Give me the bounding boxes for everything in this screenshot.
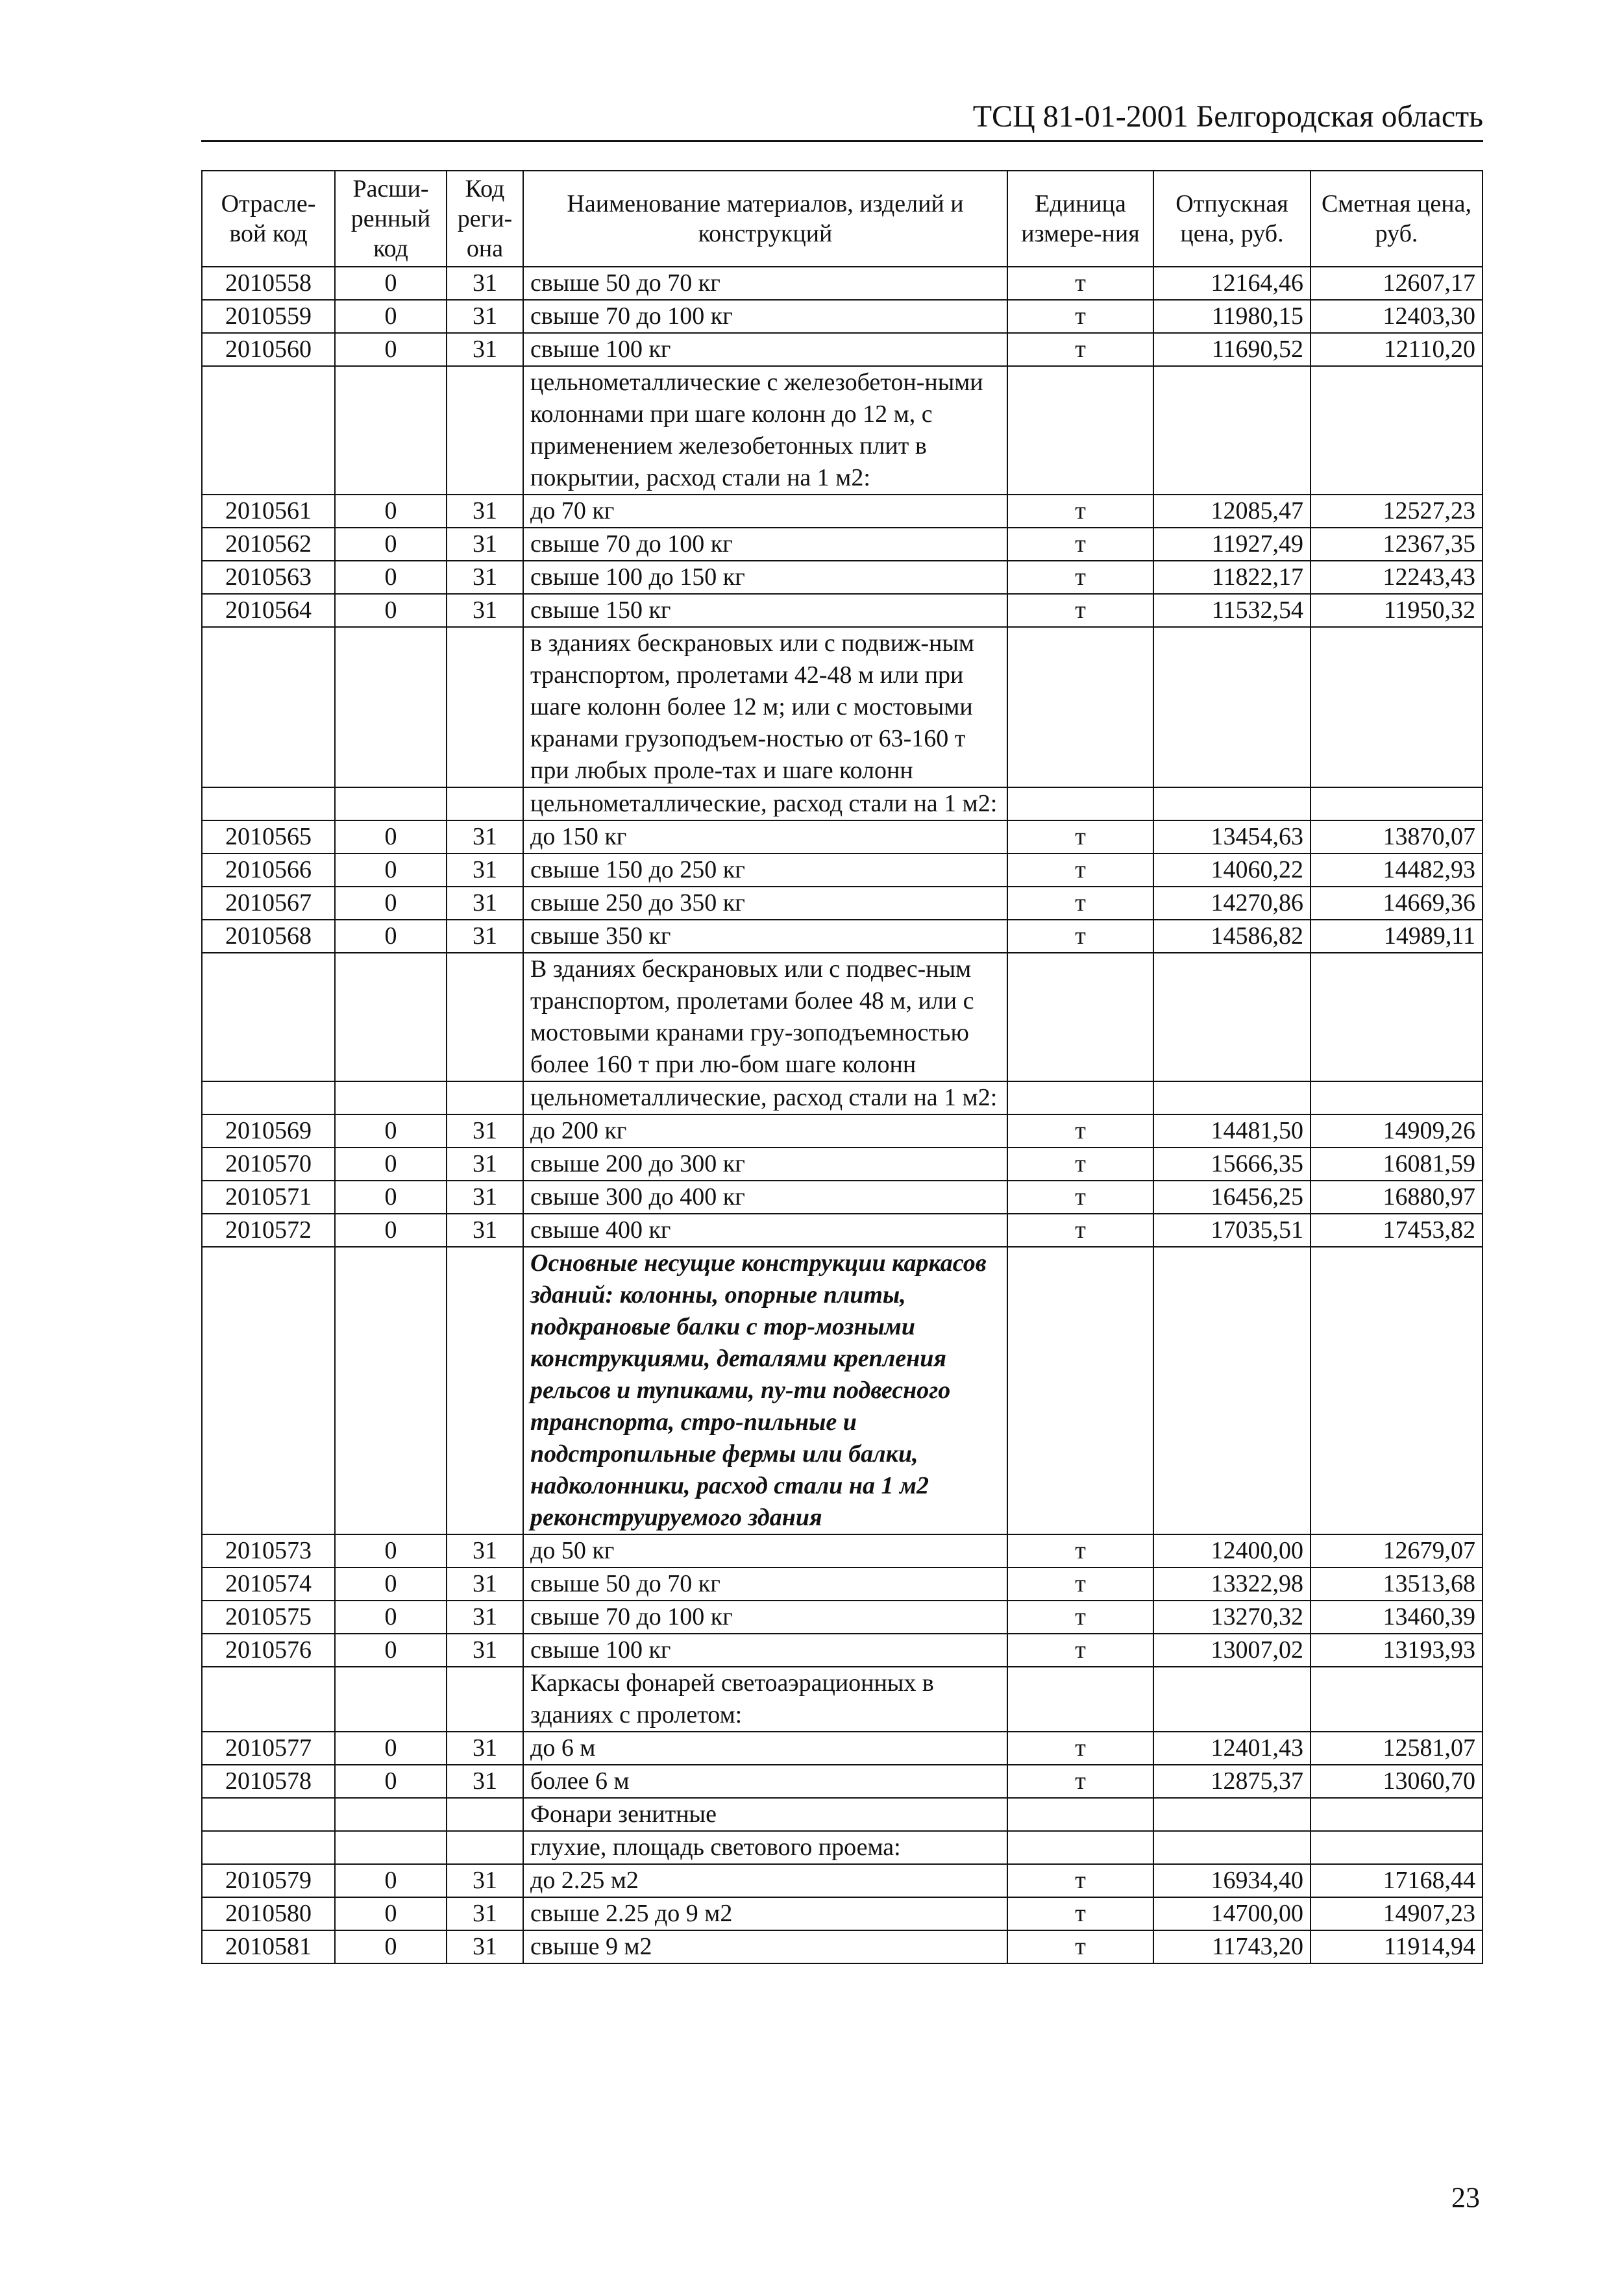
row-unit: т xyxy=(1007,1634,1153,1667)
row-release-price: 12875,37 xyxy=(1153,1765,1310,1798)
column-header-unit: Единица измере-ния xyxy=(1007,171,1153,267)
table-row xyxy=(202,1601,1483,1634)
row-estimate-price xyxy=(1310,787,1483,820)
row-region-code: 31 xyxy=(447,820,523,854)
row-estimate-price: 16081,59 xyxy=(1310,1148,1483,1181)
table-row xyxy=(202,1897,1483,1930)
row-code: 2010560 xyxy=(202,333,335,366)
row-code: 2010559 xyxy=(202,300,335,333)
row-estimate-price: 14909,26 xyxy=(1310,1114,1483,1148)
row-release-price xyxy=(1153,1081,1310,1114)
row-code: 2010580 xyxy=(202,1897,335,1930)
row-region-code: 31 xyxy=(447,1634,523,1667)
row-extended-code: 0 xyxy=(335,820,447,854)
table-section-row xyxy=(202,953,1483,1081)
row-code: 2010568 xyxy=(202,920,335,953)
page-number: 23 xyxy=(1451,2182,1480,2213)
row-region-code xyxy=(447,1247,523,1534)
row-code: 2010565 xyxy=(202,820,335,854)
row-name: до 70 кг xyxy=(523,495,1007,528)
row-release-price: 16456,25 xyxy=(1153,1181,1310,1214)
row-unit: т xyxy=(1007,887,1153,920)
table-row xyxy=(202,528,1483,561)
row-estimate-price: 12679,07 xyxy=(1310,1534,1483,1567)
row-region-code: 31 xyxy=(447,495,523,528)
row-estimate-price xyxy=(1310,1081,1483,1114)
row-code xyxy=(202,787,335,820)
row-region-code: 31 xyxy=(447,561,523,594)
row-estimate-price xyxy=(1310,627,1483,787)
row-name: цельнометаллические, расход стали на 1 м2: xyxy=(523,787,1007,820)
row-region-code: 31 xyxy=(447,1181,523,1214)
row-unit: т xyxy=(1007,300,1153,333)
row-extended-code xyxy=(335,1247,447,1534)
row-release-price: 11927,49 xyxy=(1153,528,1310,561)
row-unit: т xyxy=(1007,1214,1153,1247)
row-unit xyxy=(1007,1667,1153,1732)
row-estimate-price xyxy=(1310,1831,1483,1864)
row-region-code: 31 xyxy=(447,1930,523,1963)
row-name: Каркасы фонарей светоаэрационных в зданиях с пролетом: xyxy=(523,1667,1007,1732)
row-code: 2010558 xyxy=(202,267,335,300)
row-release-price xyxy=(1153,1798,1310,1831)
price-table xyxy=(201,170,1483,1964)
row-extended-code: 0 xyxy=(335,1897,447,1930)
row-region-code: 31 xyxy=(447,1601,523,1634)
row-release-price: 13007,02 xyxy=(1153,1634,1310,1667)
row-code xyxy=(202,1081,335,1114)
row-region-code xyxy=(447,1667,523,1732)
row-extended-code: 0 xyxy=(335,1214,447,1247)
row-release-price: 11743,20 xyxy=(1153,1930,1310,1963)
row-unit: т xyxy=(1007,1148,1153,1181)
row-code: 2010574 xyxy=(202,1567,335,1601)
row-release-price xyxy=(1153,1831,1310,1864)
row-release-price: 14700,00 xyxy=(1153,1897,1310,1930)
row-extended-code: 0 xyxy=(335,333,447,366)
table-header-row xyxy=(202,171,1483,267)
row-estimate-price xyxy=(1310,953,1483,1081)
table-section-row xyxy=(202,787,1483,820)
row-extended-code: 0 xyxy=(335,561,447,594)
row-release-price: 13270,32 xyxy=(1153,1601,1310,1634)
table-row xyxy=(202,1732,1483,1765)
row-unit: т xyxy=(1007,1765,1153,1798)
row-extended-code: 0 xyxy=(335,1148,447,1181)
row-name: свыше 70 до 100 кг xyxy=(523,1601,1007,1634)
row-unit: т xyxy=(1007,267,1153,300)
table-section-row xyxy=(202,627,1483,787)
row-extended-code: 0 xyxy=(335,854,447,887)
row-extended-code: 0 xyxy=(335,528,447,561)
table-row xyxy=(202,887,1483,920)
row-extended-code xyxy=(335,1667,447,1732)
row-region-code: 31 xyxy=(447,1897,523,1930)
table-row xyxy=(202,300,1483,333)
row-extended-code: 0 xyxy=(335,267,447,300)
row-name: свыше 200 до 300 кг xyxy=(523,1148,1007,1181)
row-release-price: 12400,00 xyxy=(1153,1534,1310,1567)
row-code: 2010570 xyxy=(202,1148,335,1181)
row-name: свыше 350 кг xyxy=(523,920,1007,953)
row-unit: т xyxy=(1007,333,1153,366)
row-region-code: 31 xyxy=(447,333,523,366)
row-unit: т xyxy=(1007,528,1153,561)
row-release-price xyxy=(1153,627,1310,787)
row-estimate-price: 12367,35 xyxy=(1310,528,1483,561)
row-extended-code: 0 xyxy=(335,594,447,627)
row-release-price: 14586,82 xyxy=(1153,920,1310,953)
row-extended-code: 0 xyxy=(335,1930,447,1963)
row-name: свыше 150 кг xyxy=(523,594,1007,627)
row-region-code: 31 xyxy=(447,1864,523,1897)
row-region-code: 31 xyxy=(447,1114,523,1148)
row-region-code xyxy=(447,953,523,1081)
row-estimate-price: 12607,17 xyxy=(1310,267,1483,300)
row-estimate-price: 16880,97 xyxy=(1310,1181,1483,1214)
table-row xyxy=(202,1181,1483,1214)
row-extended-code: 0 xyxy=(335,1864,447,1897)
row-estimate-price: 12110,20 xyxy=(1310,333,1483,366)
row-extended-code: 0 xyxy=(335,300,447,333)
row-name: цельнометаллические с железобетон-ными колоннами при шаге колонн до 12 м, с применением железобетонных плит в покрытии, расход стали на 1 м2: xyxy=(523,366,1007,495)
row-estimate-price: 13513,68 xyxy=(1310,1567,1483,1601)
column-header-extended-code: Расши-ренный код xyxy=(335,171,447,267)
table-row xyxy=(202,820,1483,854)
row-extended-code: 0 xyxy=(335,1634,447,1667)
row-extended-code xyxy=(335,1081,447,1114)
table-row xyxy=(202,854,1483,887)
table-row xyxy=(202,561,1483,594)
row-release-price: 11690,52 xyxy=(1153,333,1310,366)
row-extended-code xyxy=(335,787,447,820)
table-row xyxy=(202,594,1483,627)
table-row xyxy=(202,1930,1483,1963)
row-name: Фонари зенитные xyxy=(523,1798,1007,1831)
row-estimate-price xyxy=(1310,1247,1483,1534)
row-region-code: 31 xyxy=(447,1765,523,1798)
row-extended-code: 0 xyxy=(335,1534,447,1567)
table-row xyxy=(202,267,1483,300)
row-estimate-price: 14907,23 xyxy=(1310,1897,1483,1930)
row-release-price: 15666,35 xyxy=(1153,1148,1310,1181)
row-estimate-price: 11914,94 xyxy=(1310,1930,1483,1963)
row-name: свыше 100 кг xyxy=(523,333,1007,366)
row-unit: т xyxy=(1007,820,1153,854)
row-extended-code: 0 xyxy=(335,495,447,528)
row-estimate-price: 13870,07 xyxy=(1310,820,1483,854)
row-unit: т xyxy=(1007,1114,1153,1148)
column-header-release-price: Отпускная цена, руб. xyxy=(1153,171,1310,267)
row-estimate-price: 13060,70 xyxy=(1310,1765,1483,1798)
row-code: 2010576 xyxy=(202,1634,335,1667)
row-code: 2010573 xyxy=(202,1534,335,1567)
row-name: свыше 9 м2 xyxy=(523,1930,1007,1963)
row-code: 2010577 xyxy=(202,1732,335,1765)
row-name: свыше 70 до 100 кг xyxy=(523,528,1007,561)
row-region-code: 31 xyxy=(447,528,523,561)
row-estimate-price: 13193,93 xyxy=(1310,1634,1483,1667)
row-release-price: 17035,51 xyxy=(1153,1214,1310,1247)
row-name: до 150 кг xyxy=(523,820,1007,854)
row-region-code: 31 xyxy=(447,594,523,627)
row-name: глухие, площадь светового проема: xyxy=(523,1831,1007,1864)
row-unit: т xyxy=(1007,561,1153,594)
row-release-price: 12164,46 xyxy=(1153,267,1310,300)
row-code: 2010575 xyxy=(202,1601,335,1634)
row-release-price xyxy=(1153,1247,1310,1534)
row-region-code: 31 xyxy=(447,920,523,953)
row-estimate-price: 12243,43 xyxy=(1310,561,1483,594)
table-row xyxy=(202,1148,1483,1181)
row-estimate-price: 11950,32 xyxy=(1310,594,1483,627)
row-unit xyxy=(1007,366,1153,495)
row-name: свыше 50 до 70 кг xyxy=(523,267,1007,300)
row-release-price xyxy=(1153,1667,1310,1732)
row-region-code: 31 xyxy=(447,1214,523,1247)
table-body xyxy=(202,267,1483,1963)
table-section-row xyxy=(202,1831,1483,1864)
row-code: 2010564 xyxy=(202,594,335,627)
row-code: 2010569 xyxy=(202,1114,335,1148)
row-name: в зданиях бескрановых или с подвиж-ным транспортом, пролетами 42-48 м или при шаге колонн более 12 м; или с мостовыми кранами грузоподъем-ностью от 63-160 т при любых проле-тах и шаге колонн xyxy=(523,627,1007,787)
row-code xyxy=(202,1831,335,1864)
row-release-price xyxy=(1153,953,1310,1081)
row-release-price: 14481,50 xyxy=(1153,1114,1310,1148)
row-region-code: 31 xyxy=(447,854,523,887)
row-code xyxy=(202,627,335,787)
row-release-price: 14270,86 xyxy=(1153,887,1310,920)
row-name: Основные несущие конструкции каркасов зданий: колонны, опорные плиты, подкрановые балки с тор-мозными конструкциями, деталями крепления рельсов и тупиками, пу-ти подвесного транспорта, стро-пильные и подстропильные фермы или балки, надколонники, расход стали на 1 м2 реконструируемого здания xyxy=(523,1247,1007,1534)
row-code: 2010572 xyxy=(202,1214,335,1247)
row-estimate-price: 17453,82 xyxy=(1310,1214,1483,1247)
row-extended-code: 0 xyxy=(335,1114,447,1148)
row-unit: т xyxy=(1007,1601,1153,1634)
table-row xyxy=(202,1567,1483,1601)
row-unit xyxy=(1007,787,1153,820)
row-unit xyxy=(1007,1081,1153,1114)
row-name: свыше 400 кг xyxy=(523,1214,1007,1247)
row-unit: т xyxy=(1007,594,1153,627)
row-unit: т xyxy=(1007,1930,1153,1963)
row-name: до 2.25 м2 xyxy=(523,1864,1007,1897)
table-row xyxy=(202,1114,1483,1148)
table-section-row xyxy=(202,1798,1483,1831)
row-code xyxy=(202,1667,335,1732)
row-release-price: 13454,63 xyxy=(1153,820,1310,854)
row-unit: т xyxy=(1007,854,1153,887)
table-row xyxy=(202,333,1483,366)
row-code: 2010561 xyxy=(202,495,335,528)
row-name: свыше 100 кг xyxy=(523,1634,1007,1667)
row-code: 2010571 xyxy=(202,1181,335,1214)
row-unit: т xyxy=(1007,1567,1153,1601)
row-region-code xyxy=(447,1798,523,1831)
row-code xyxy=(202,1247,335,1534)
row-release-price: 14060,22 xyxy=(1153,854,1310,887)
table-row xyxy=(202,920,1483,953)
row-name: до 200 кг xyxy=(523,1114,1007,1148)
row-extended-code: 0 xyxy=(335,1732,447,1765)
table-row xyxy=(202,1864,1483,1897)
row-region-code: 31 xyxy=(447,300,523,333)
header-title: ТСЦ 81-01-2001 Белгородская область xyxy=(972,99,1483,134)
row-release-price: 13322,98 xyxy=(1153,1567,1310,1601)
row-code: 2010578 xyxy=(202,1765,335,1798)
row-name: свыше 250 до 350 кг xyxy=(523,887,1007,920)
row-code: 2010566 xyxy=(202,854,335,887)
row-code: 2010581 xyxy=(202,1930,335,1963)
row-region-code xyxy=(447,1831,523,1864)
row-name: В зданиях бескрановых или с подвес-ным транспортом, пролетами более 48 м, или с мостовыми кранами гру-зоподъемностью более 160 т при лю-бом шаге колонн xyxy=(523,953,1007,1081)
row-release-price: 11822,17 xyxy=(1153,561,1310,594)
row-unit: т xyxy=(1007,920,1153,953)
column-header-branch-code: Отрасле-вой код xyxy=(202,171,335,267)
row-region-code xyxy=(447,627,523,787)
row-region-code: 31 xyxy=(447,267,523,300)
row-region-code: 31 xyxy=(447,1567,523,1601)
row-unit: т xyxy=(1007,495,1153,528)
row-region-code xyxy=(447,1081,523,1114)
row-estimate-price: 12403,30 xyxy=(1310,300,1483,333)
row-estimate-price: 13460,39 xyxy=(1310,1601,1483,1634)
row-extended-code xyxy=(335,627,447,787)
row-name: более 6 м xyxy=(523,1765,1007,1798)
row-unit: т xyxy=(1007,1181,1153,1214)
row-unit: т xyxy=(1007,1897,1153,1930)
row-code xyxy=(202,953,335,1081)
table-row xyxy=(202,1765,1483,1798)
row-name: свыше 50 до 70 кг xyxy=(523,1567,1007,1601)
row-code: 2010563 xyxy=(202,561,335,594)
row-extended-code xyxy=(335,1798,447,1831)
row-code: 2010567 xyxy=(202,887,335,920)
row-region-code xyxy=(447,366,523,495)
row-release-price xyxy=(1153,366,1310,495)
row-region-code: 31 xyxy=(447,1534,523,1567)
row-estimate-price: 17168,44 xyxy=(1310,1864,1483,1897)
row-release-price: 16934,40 xyxy=(1153,1864,1310,1897)
row-estimate-price: 14669,36 xyxy=(1310,887,1483,920)
row-estimate-price: 12527,23 xyxy=(1310,495,1483,528)
row-name: свыше 2.25 до 9 м2 xyxy=(523,1897,1007,1930)
row-region-code: 31 xyxy=(447,1732,523,1765)
column-header-estimate-price: Сметная цена, руб. xyxy=(1310,171,1483,267)
row-unit xyxy=(1007,627,1153,787)
row-name: свыше 150 до 250 кг xyxy=(523,854,1007,887)
row-name: свыше 70 до 100 кг xyxy=(523,300,1007,333)
row-extended-code xyxy=(335,953,447,1081)
document-header xyxy=(201,97,1483,142)
column-header-region-code: Код реги-она xyxy=(447,171,523,267)
row-estimate-price: 12581,07 xyxy=(1310,1732,1483,1765)
row-name: до 6 м xyxy=(523,1732,1007,1765)
row-estimate-price: 14482,93 xyxy=(1310,854,1483,887)
row-code: 2010562 xyxy=(202,528,335,561)
table-section-row xyxy=(202,1667,1483,1732)
row-release-price: 12085,47 xyxy=(1153,495,1310,528)
row-estimate-price xyxy=(1310,1798,1483,1831)
row-code xyxy=(202,1798,335,1831)
row-region-code: 31 xyxy=(447,1148,523,1181)
column-header-material-name: Наименование материалов, изделий и конструкций xyxy=(523,171,1007,267)
row-name: до 50 кг xyxy=(523,1534,1007,1567)
row-unit xyxy=(1007,1247,1153,1534)
row-release-price: 11532,54 xyxy=(1153,594,1310,627)
row-extended-code: 0 xyxy=(335,1181,447,1214)
row-unit xyxy=(1007,1831,1153,1864)
row-unit: т xyxy=(1007,1864,1153,1897)
row-unit: т xyxy=(1007,1732,1153,1765)
row-extended-code xyxy=(335,366,447,495)
row-code: 2010579 xyxy=(202,1864,335,1897)
row-extended-code: 0 xyxy=(335,887,447,920)
row-estimate-price: 14989,11 xyxy=(1310,920,1483,953)
row-unit xyxy=(1007,1798,1153,1831)
table-row xyxy=(202,1214,1483,1247)
row-unit xyxy=(1007,953,1153,1081)
row-extended-code: 0 xyxy=(335,1567,447,1601)
row-region-code: 31 xyxy=(447,887,523,920)
row-unit: т xyxy=(1007,1534,1153,1567)
table-row xyxy=(202,495,1483,528)
row-name: свыше 100 до 150 кг xyxy=(523,561,1007,594)
table-section-row xyxy=(202,1081,1483,1114)
row-estimate-price xyxy=(1310,366,1483,495)
row-region-code xyxy=(447,787,523,820)
table-section-row xyxy=(202,366,1483,495)
row-extended-code: 0 xyxy=(335,1765,447,1798)
table-row xyxy=(202,1534,1483,1567)
row-name: свыше 300 до 400 кг xyxy=(523,1181,1007,1214)
row-release-price: 11980,15 xyxy=(1153,300,1310,333)
row-estimate-price xyxy=(1310,1667,1483,1732)
row-release-price xyxy=(1153,787,1310,820)
row-name: цельнометаллические, расход стали на 1 м2: xyxy=(523,1081,1007,1114)
row-release-price: 12401,43 xyxy=(1153,1732,1310,1765)
row-extended-code: 0 xyxy=(335,1601,447,1634)
row-extended-code xyxy=(335,1831,447,1864)
table-row xyxy=(202,1634,1483,1667)
table-section-row xyxy=(202,1247,1483,1534)
row-extended-code: 0 xyxy=(335,920,447,953)
row-code xyxy=(202,366,335,495)
